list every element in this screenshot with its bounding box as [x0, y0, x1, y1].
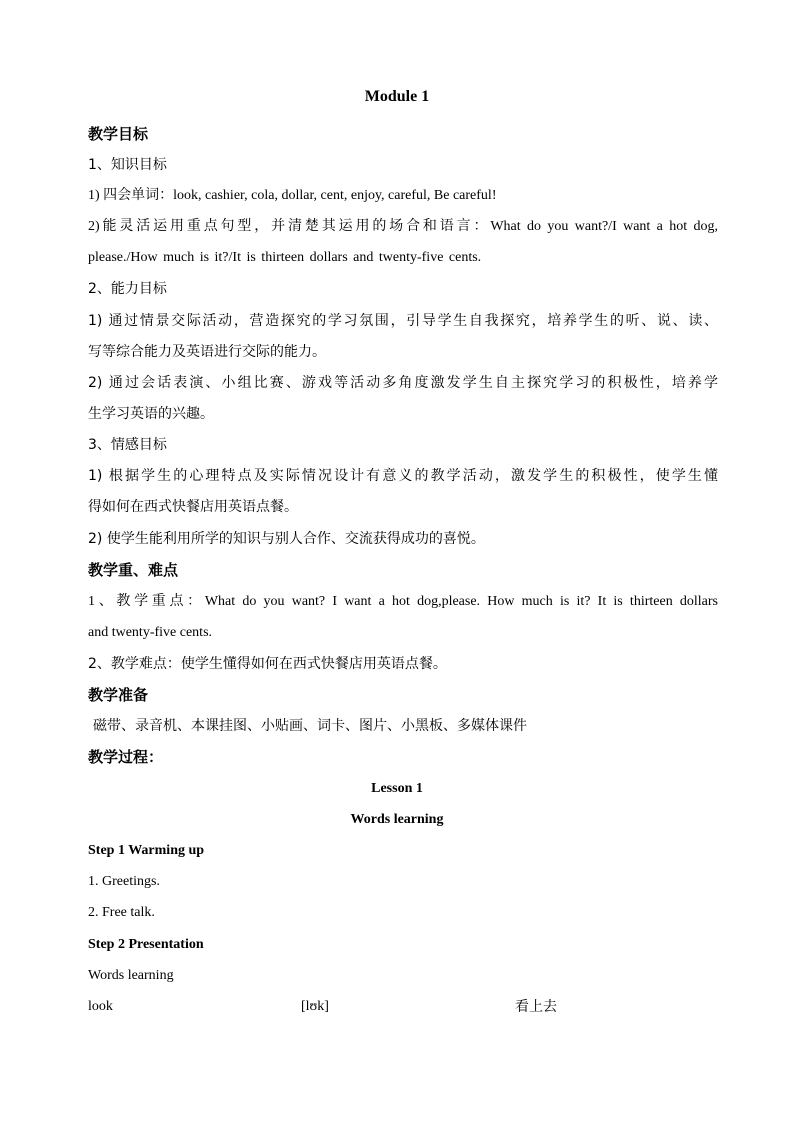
preparation-items: 磁带、录音机、本课挂图、小贴画、词卡、图片、小黑板、多媒体课件: [93, 718, 527, 734]
key-point-item-1-line-2: and twenty-five cents.: [88, 625, 213, 640]
ability-item-1-line-1: 1) 通过情景交际活动，营造探究的学习氛围，引导学生自我探究，培养学生的听、说、读、: [88, 313, 718, 329]
ability-item-2-line-1: 2) 通过会话表演、小组比赛、游戏等活动多角度激发学生自主探究学习的积极性，培养学: [88, 375, 718, 391]
key-points-heading: 教学重、难点: [88, 561, 179, 579]
emotion-item-2: 2) 使学生能利用所学的知识与别人合作、交流获得成功的喜悦。: [88, 531, 485, 547]
knowledge-item-2-line-2: please./How much is it?/It is thirteen dollars and twenty-five cents.: [88, 250, 482, 265]
objectives-heading: 教学目标: [88, 125, 149, 143]
preparation-heading: 教学准备: [88, 686, 149, 704]
vocab-phonetic: [lʊk]: [301, 999, 329, 1014]
key-point-item-2: 2、教学难点：使学生懂得如何在西式快餐店用英语点餐。: [88, 656, 447, 672]
emotion-item-1-line-2: 得如何在西式快餐店用英语点餐。: [88, 499, 298, 515]
vocab-word: look: [88, 999, 113, 1014]
lesson-title: Lesson 1: [371, 781, 423, 796]
step-1-heading: Step 1 Warming up: [88, 843, 205, 858]
lesson-subtitle: Words learning: [350, 812, 444, 827]
vocab-row: [88, 997, 718, 1017]
ability-goal-heading: 2、能力目标: [88, 281, 167, 297]
knowledge-item-1: 1) 四会单词：look, cashier, cola, dollar, cent, enjoy, careful, Be careful!: [88, 188, 497, 203]
page-title: Module 1: [364, 88, 430, 105]
knowledge-item-2-line-1: 2)能灵活运用重点句型，并清楚其运用的场合和语言：What do you want?/I want a hot dog,: [88, 219, 718, 234]
vocab-meaning: 看上去: [515, 999, 557, 1015]
step-2-label: Words learning: [88, 968, 174, 983]
ability-item-2-line-2: 生学习英语的兴趣。: [88, 406, 214, 422]
emotion-item-1-line-1: 1) 根据学生的心理特点及实际情况设计有意义的教学活动，激发学生的积极性，使学生懂: [88, 468, 718, 484]
key-point-item-1-line-1: 1、教学重点：What do you want? I want a hot dog,please. How much is it? It is thirteen dollars: [88, 594, 718, 609]
process-heading: 教学过程：: [88, 748, 164, 766]
step-1-item-1: 1. Greetings.: [88, 874, 160, 889]
ability-item-1-line-2: 写等综合能力及英语进行交际的能力。: [88, 344, 326, 360]
knowledge-goal-heading: 1、知识目标: [88, 157, 167, 173]
step-1-item-2: 2. Free talk.: [88, 905, 155, 920]
emotion-goal-heading: 3、情感目标: [88, 437, 167, 453]
step-2-heading: Step 2 Presentation: [88, 937, 204, 952]
